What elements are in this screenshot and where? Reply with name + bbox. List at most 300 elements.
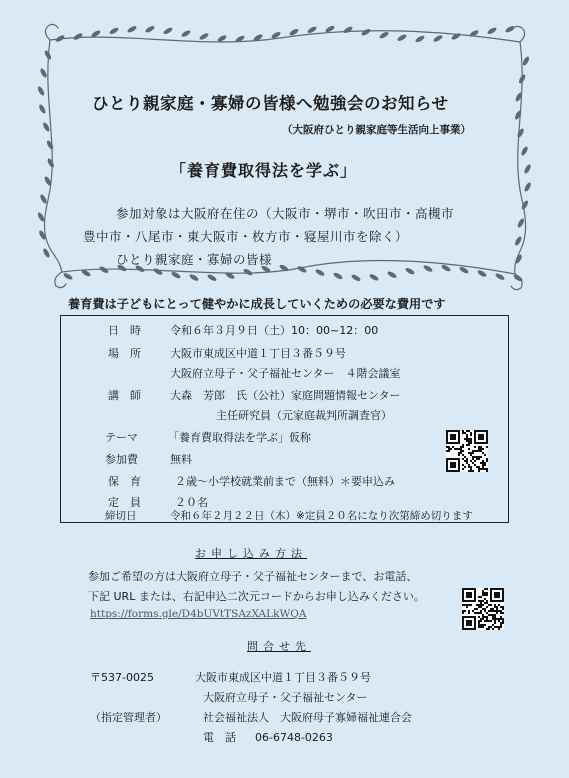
qr-module [478,468,480,470]
qr-module [488,628,490,630]
qr-module [498,620,500,622]
qr-module [498,618,500,620]
qr-module [462,610,464,612]
date-value: 令和６年３月９日（土）10：00~12：00 [170,324,379,337]
qr-module [466,430,468,432]
contact-block [90,668,490,758]
vine-leaf [189,273,200,282]
qr-module [466,620,472,626]
qr-module [502,620,504,622]
qr-module [494,606,496,608]
qr-module [480,620,482,622]
qr-module [474,460,476,462]
qr-module [480,450,482,452]
capacity-value: ２０名 [175,496,208,509]
qr-module [470,454,472,456]
qr-module [502,606,504,608]
qr-module [462,464,464,466]
qr-module [482,616,484,618]
vine-leaf [73,32,84,41]
qr-module [500,610,502,612]
qr-module [478,624,480,626]
qr-module [450,434,456,440]
qr-module [446,450,448,452]
qr-module [496,606,498,608]
qr-module [498,604,500,606]
qr-module [498,610,500,612]
vine-leaf [523,164,532,175]
target-line-2: 豊中市・八尾市・東大阪市・枚方市・寝屋川市を除く） [83,229,409,244]
qr-module [478,620,480,622]
qr-module [482,594,484,596]
qr-module [478,456,480,458]
qr-module [484,624,486,626]
qr-module [462,454,464,456]
qr-module [474,446,476,448]
qr-module [484,592,486,594]
qr-module [480,456,482,458]
qr-module [466,438,468,440]
apply-line-1: 参加ご希望の方は大阪府立母子・父子福祉センターまで、お電話、 [88,570,418,583]
qr-module [486,620,488,622]
qr-module [484,610,486,612]
qr-module [484,462,486,464]
qr-module [494,622,496,624]
qr-module [496,618,498,620]
qr-module [492,618,494,620]
qr-module [494,616,496,618]
qr-module [466,592,472,598]
qr-code-icon[interactable] [462,588,504,630]
vine-leaf [415,35,426,44]
qr-module [484,616,486,618]
qr-module [454,448,456,450]
lecturer-value-1: 大森 芳郎 氏（公社）家庭問題情報センター [170,389,401,402]
qr-module [482,604,484,606]
qr-module [478,612,480,614]
qr-module [462,432,464,434]
vine-leaf [181,29,192,38]
qr-module [478,600,480,602]
qr-module [498,628,500,630]
qr-module [490,604,492,606]
contact-phone-label: 電 話 [203,731,236,744]
qr-module [480,600,482,602]
qr-module [452,446,454,448]
qr-module [482,468,484,470]
apply-url-link[interactable]: https://forms.gle/D4bUVtTSAzXALkWQA [90,608,307,620]
qr-module [494,604,496,606]
vine-leaf [42,248,51,259]
qr-module [446,446,448,448]
qr-module [482,460,484,462]
qr-module [472,456,474,458]
qr-module [466,604,468,606]
qr-module [470,470,472,472]
fee-value: 無料 [170,453,192,466]
vine-leaf [387,270,398,279]
qr-module [486,606,488,608]
vine-leaf [127,25,138,34]
qr-module [462,458,464,460]
qr-module [460,446,462,448]
qr-module [484,454,486,456]
qr-module [462,604,464,606]
qr-module [460,448,462,450]
qr-module [458,454,460,456]
qr-module [466,462,468,464]
qr-module [496,608,498,610]
qr-module [486,588,488,590]
date-label: 日 時 [108,324,141,337]
qr-module [462,430,464,432]
qr-module [492,610,494,612]
qr-module [476,456,478,458]
vine-leaf [39,68,48,79]
qr-module [470,442,472,444]
qr-module [478,604,480,606]
qr-module [494,626,496,628]
vine-leaf [207,273,218,282]
qr-module [474,450,476,452]
qr-module [458,452,460,454]
qr-module [468,430,470,432]
qr-module [466,606,468,608]
contact-manager-label: （指定管理者） [90,711,167,724]
qr-module [496,626,498,628]
tagline: 養育費は子どもにとって健やかに成長していくための必要な費用です [68,297,446,311]
vine-leaf [516,218,525,229]
contact-center: 大阪府立母子・父子福祉センター [203,691,368,704]
qr-module [478,458,480,460]
qr-module [500,618,502,620]
vine-leaf [516,128,525,139]
qr-module [490,608,492,610]
qr-module [486,612,488,614]
vine-leaf [46,158,55,169]
vine-leaf [46,140,55,151]
qr-module [470,432,472,434]
vine-leaf [145,25,156,34]
qr-module [486,602,488,604]
qr-module [466,440,468,442]
vine-leaf [514,236,523,247]
qr-module [450,448,452,450]
qr-module [492,628,494,630]
qr-module [490,614,492,616]
qr-module [502,612,504,614]
qr-module [486,460,488,462]
qr-module [500,622,502,624]
childcare-value: ２歳～小学校就業前まで（無料）＊要申込み [175,475,395,488]
vine-leaf [361,28,372,37]
qr-module [482,608,484,610]
vine-leaf [477,269,488,278]
qr-module [500,616,502,618]
qr-module [492,616,494,618]
qr-module [484,464,486,466]
qr-module [470,604,472,606]
qr-module [482,592,484,594]
qr-module [470,466,472,468]
capacity-label: 定 員 [108,496,141,509]
page-subtitle: （大阪府ひとり親家庭等生活向上事業） [282,124,471,136]
qr-module [480,624,482,626]
qr-module [464,456,466,458]
qr-module [486,446,488,448]
qr-module [486,594,488,596]
vine-leaf [397,33,408,42]
qr-module [464,432,466,434]
qr-module [466,460,468,462]
qr-module [448,446,450,448]
vine-leaf [369,273,380,282]
qr-module [472,458,474,460]
qr-module [486,600,488,602]
qr-module [480,462,482,464]
contact-manager: 社会福祉法人 大阪府母子寡婦福祉連合会 [203,711,412,724]
target-line-1: 参加対象は大阪府在住の（大阪市・堺市・吹田市・高槻市 [116,206,455,221]
qr-module [474,464,476,466]
qr-module [468,612,470,614]
qr-module [476,608,478,610]
qr-module [482,626,484,628]
qr-module [480,618,482,620]
qr-module [500,624,502,626]
childcare-label: 保 育 [108,475,141,488]
qr-module [478,450,480,452]
vine-leaf [39,194,48,205]
qr-module [492,624,494,626]
qr-module [472,450,474,452]
qr-module [500,626,502,628]
qr-module [464,610,466,612]
vine-leaf [199,32,210,41]
qr-module [470,440,472,442]
vine-leaf [523,182,532,193]
theme-value: 「養育費取得法を学ぶ」仮称 [168,431,311,444]
apply-line-2: 下記 URL または、右記申込二次元コードからお申し込みください。 [88,590,425,603]
qr-module [484,602,486,604]
qr-module [470,452,472,454]
qr-module [492,614,494,616]
qr-module [462,444,464,446]
apply-section-title: お申し込み方法 [195,547,307,560]
qr-module [486,628,488,630]
lecturer-label: 講 師 [108,389,141,402]
qr-module [464,604,466,606]
qr-module [468,452,470,454]
qr-module [474,608,476,610]
qr-module [476,604,478,606]
qr-module [488,610,490,612]
qr-module [478,616,480,618]
vine-leaf [333,272,344,281]
qr-code-icon[interactable] [446,430,488,472]
qr-module [486,592,488,594]
qr-module [482,614,484,616]
qr-module [500,606,502,608]
qr-module [468,604,470,606]
qr-module [480,606,482,608]
qr-module [474,456,476,458]
qr-module [464,460,466,462]
qr-module [466,458,468,460]
vine-leaf [307,25,318,34]
qr-module [488,626,490,628]
vine-leaf [505,25,516,34]
qr-module [492,608,494,610]
qr-module [494,620,496,622]
qr-module [476,466,478,468]
qr-module [472,452,474,454]
vine-leaf [495,272,506,281]
target-line-3: ひとり親家庭・寡婦の皆様 [116,252,273,267]
qr-module [480,446,482,448]
qr-module [468,470,470,472]
vine-leaf [522,56,531,67]
qr-module [500,612,502,614]
qr-code-2-graphic [462,588,504,630]
qr-module [478,622,480,624]
qr-module [484,598,486,600]
qr-module [484,608,486,610]
qr-module [476,450,478,452]
vine-leaf [38,104,47,115]
fee-label: 参加費 [105,453,138,466]
qr-module [494,614,496,616]
vine-leaf [433,34,444,43]
qr-module [498,626,500,628]
qr-module [502,618,504,620]
qr-module [468,438,470,440]
qr-module [470,468,472,470]
qr-module [478,596,480,598]
qr-module [502,622,504,624]
vine-leaf [109,27,120,36]
qr-module [478,606,480,608]
qr-module [470,460,472,462]
qr-module [466,444,468,446]
contact-phone: 06-6748-0263 [255,731,333,744]
qr-module [482,462,484,464]
place-value-1: 大阪市東成区中道１丁目３番５９号 [170,347,346,360]
qr-module [448,450,450,452]
qr-module [488,604,490,606]
qr-module [478,434,484,440]
page-title: ひとり親家庭・寡婦の皆様へ勉強会のお知らせ [92,94,449,113]
qr-module [478,446,480,448]
qr-module [462,446,464,448]
qr-module [482,466,484,468]
qr-module [486,618,488,620]
qr-module [456,448,458,450]
qr-module [468,440,470,442]
qr-module [466,434,468,436]
qr-module [464,438,466,440]
qr-module [478,466,480,468]
qr-module [472,470,474,472]
qr-module [476,458,478,460]
qr-module [482,448,484,450]
deadline-value: 令和６年２月２２日（木）※定員２０名になり次第締め切ります [170,510,473,522]
qr-module [462,612,464,614]
qr-module [468,466,470,468]
vine-leaf [487,26,498,35]
qr-module [470,434,472,436]
qr-module [482,590,484,592]
qr-module [496,612,498,614]
qr-module [480,596,482,598]
qr-module [478,448,480,450]
lecturer-value-2: 主任研究員（元家庭裁判所調査官） [216,409,392,422]
qr-module [484,468,486,470]
qr-module [480,602,482,604]
qr-module [468,448,470,450]
contact-postal: 〒537-0025 [90,671,154,684]
vine-leaf [351,273,362,282]
qr-module [450,462,456,468]
qr-module [470,438,472,440]
qr-module [486,470,488,472]
qr-module [490,610,492,612]
qr-module [490,620,492,622]
qr-module [494,592,500,598]
vine-leaf [343,25,354,34]
target-audience [83,202,455,271]
qr-module [484,594,486,596]
qr-module [496,610,498,612]
vine-leaf [37,86,46,97]
qr-module [478,626,480,628]
qr-module [482,600,484,602]
qr-module [460,450,462,452]
course-title: 「養育費取得法を学ぶ」 [170,161,358,180]
qr-module [474,612,476,614]
vine-leaf [171,271,182,280]
qr-module [484,588,486,590]
vine-leaf [42,122,51,133]
qr-module [480,468,482,470]
qr-module [476,612,478,614]
qr-module [468,464,470,466]
qr-module [462,468,464,470]
qr-module [484,620,486,622]
qr-module [472,462,474,464]
qr-module [464,466,466,468]
qr-module [458,448,460,450]
qr-module [462,450,464,452]
qr-module [486,468,488,470]
qr-code-1-graphic [446,430,488,472]
qr-module [472,610,474,612]
qr-module [482,452,484,454]
event-details-box [60,315,509,523]
apply-instructions [88,567,425,607]
contact-section-title: 問合せ先 [247,640,311,653]
vine-leaf [163,26,174,35]
vine-leaf [520,146,529,157]
qr-module [478,470,480,472]
qr-module [488,614,490,616]
qr-module [490,626,492,628]
qr-module [460,452,462,454]
qr-module [486,458,488,460]
qr-module [480,448,482,450]
qr-module [502,608,504,610]
qr-module [480,604,482,606]
vine-leaf [451,32,462,41]
